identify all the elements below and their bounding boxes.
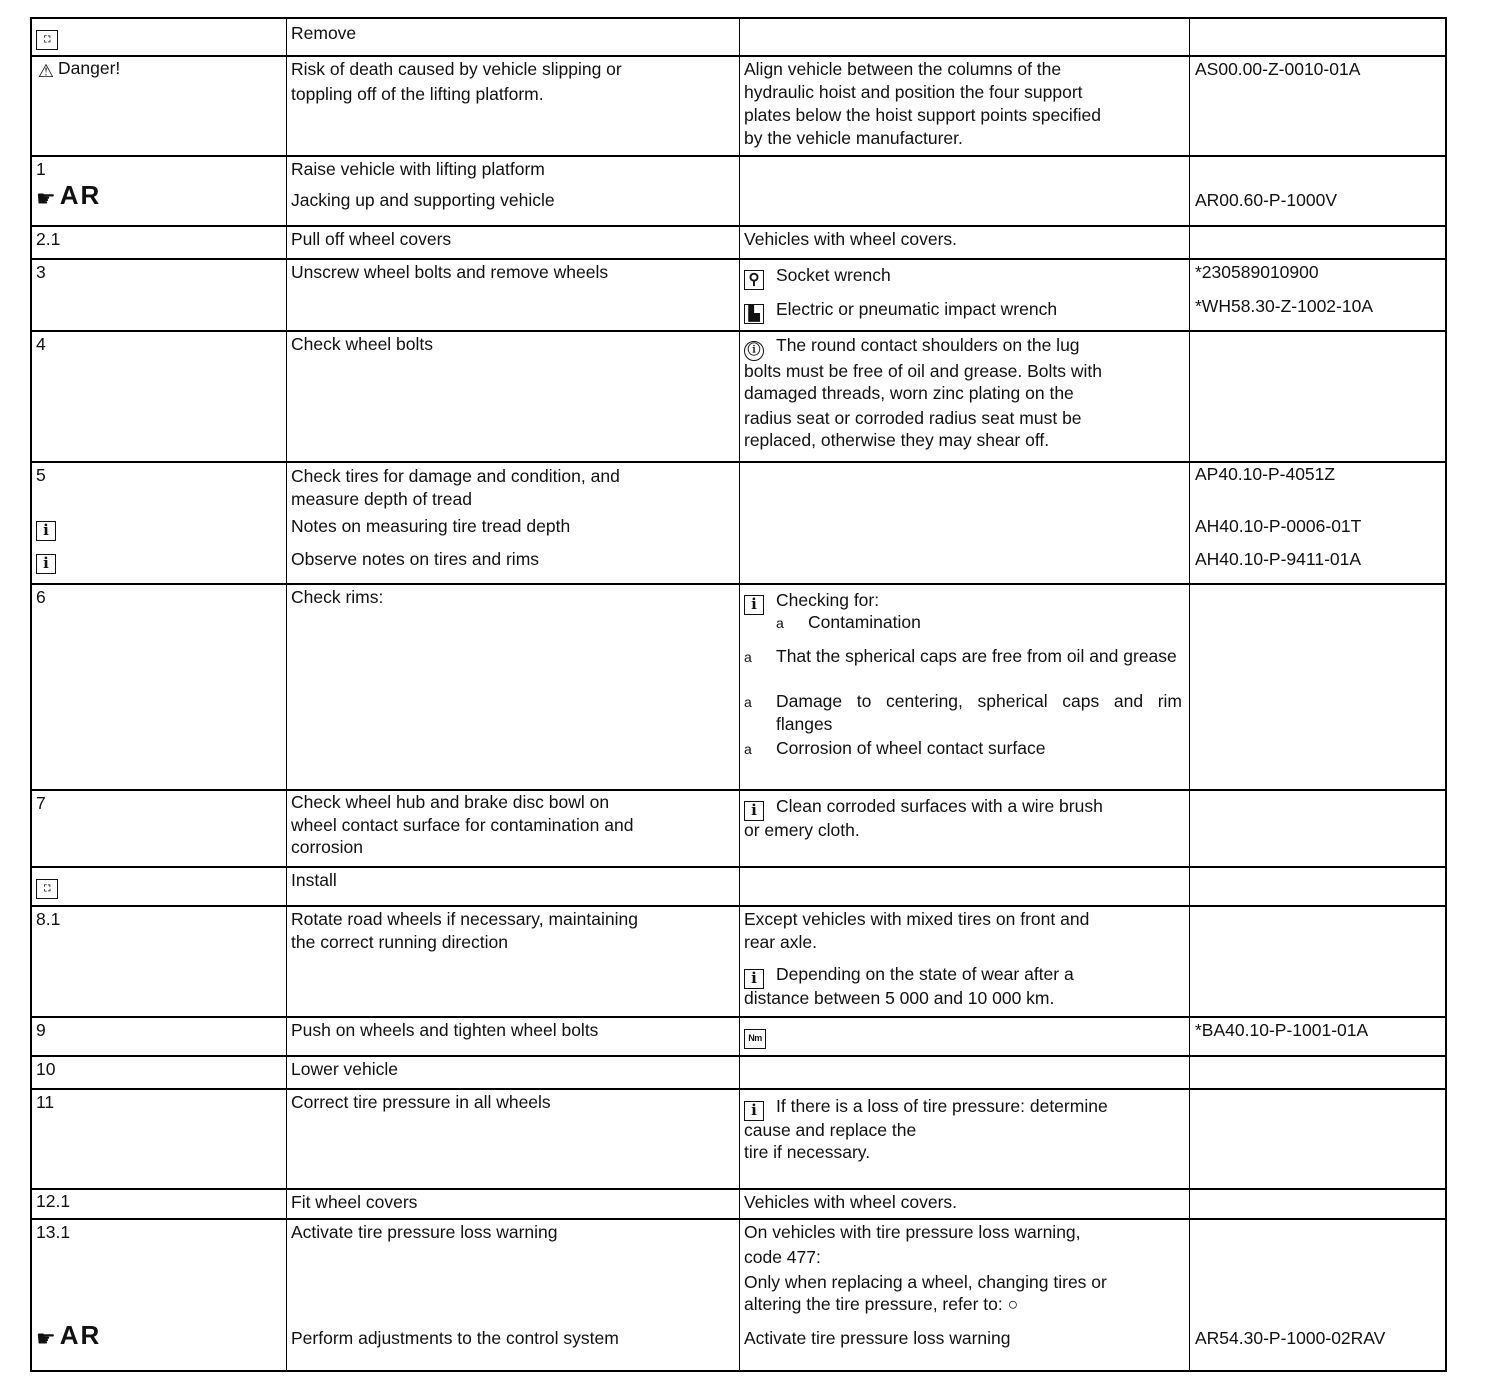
step-number: 1 — [36, 159, 46, 179]
ar-reference-label: AR — [59, 1320, 102, 1350]
table-row — [30, 332, 1447, 463]
note-text: tire if necessary. — [744, 1142, 871, 1162]
note-text: plates below the hoist support points specified — [744, 105, 1102, 125]
table-row — [30, 260, 1447, 332]
check-item: Damage to centering, spherical caps and rim flanges — [776, 691, 1182, 734]
note-text: replaced, otherwise they may shear off. — [744, 430, 1050, 450]
step-number: 7 — [36, 793, 46, 813]
step-number: 12.1 — [36, 1191, 71, 1211]
bullet: a — [744, 741, 752, 757]
step-number: 11 — [36, 1092, 55, 1112]
step-text: Observe notes on tires and rims — [291, 549, 540, 569]
step-number: 6 — [36, 587, 46, 607]
step-text: Check tires for damage and condition, and — [291, 466, 620, 486]
table-row — [30, 1220, 1447, 1372]
procedure-table — [30, 17, 1447, 1372]
note-text: altering the tire pressure, refer to: ○ — [744, 1294, 1019, 1314]
step-number: 9 — [36, 1020, 46, 1040]
note-text: Except vehicles with mixed tires on front and — [744, 909, 1090, 929]
step-text: Perform adjustments to the control system — [291, 1328, 619, 1348]
note-text: or emery cloth. — [744, 820, 860, 840]
note-text: Activate tire pressure loss warning — [744, 1328, 1011, 1348]
step-number: 8.1 — [36, 909, 61, 929]
info-icon: i — [744, 595, 764, 615]
info-icon: i — [744, 1101, 764, 1121]
note-text: Checking for: — [776, 590, 880, 610]
info-icon: i — [744, 969, 764, 989]
table-row — [30, 1018, 1447, 1057]
table-row — [30, 1057, 1447, 1090]
step-text: the correct running direction — [291, 932, 508, 952]
table-row — [30, 907, 1447, 1018]
table-row — [30, 1090, 1447, 1190]
reference-code: *BA40.10-P-1001-01A — [1195, 1020, 1369, 1040]
caution-icon: ⓘ — [744, 341, 764, 361]
note-text: by the vehicle manufacturer. — [744, 128, 963, 148]
step-text: Jacking up and supporting vehicle — [291, 190, 555, 210]
step-text: measure depth of tread — [291, 489, 472, 509]
note-text: code 477: — [744, 1247, 821, 1267]
step-number: 2.1 — [36, 229, 61, 249]
torque-nm-icon: Nm — [744, 1029, 766, 1049]
note-text: cause and replace the — [744, 1120, 917, 1140]
tool-label: Electric or pneumatic impact wrench — [776, 299, 1058, 319]
note-text: distance between 5 000 and 10 000 km. — [744, 988, 1055, 1008]
table-row — [30, 157, 1447, 227]
step-number: 5 — [36, 465, 46, 485]
step-text: Activate tire pressure loss warning — [291, 1222, 558, 1242]
check-item: Corrosion of wheel contact surface — [776, 738, 1046, 758]
pointing-hand-icon: ☛ — [36, 1327, 56, 1352]
table-row — [30, 1190, 1447, 1220]
step-text: corrosion — [291, 837, 363, 857]
note-text: The round contact shoulders on the lug — [776, 335, 1080, 355]
danger-label: Danger! — [58, 58, 121, 78]
reference-code: AH40.10-P-0006-01T — [1195, 516, 1362, 536]
reference-code: AR00.60-P-1000V — [1195, 190, 1338, 210]
step-text: Check wheel hub and brake disc bowl on — [291, 792, 610, 812]
note-text: radius seat or corroded radius seat must be — [744, 408, 1082, 428]
step-text: wheel contact surface for contamination and — [291, 815, 634, 835]
step-text: Pull off wheel covers — [291, 229, 452, 249]
step-text: Lower vehicle — [291, 1059, 398, 1079]
bullet: a — [776, 615, 784, 631]
note-text: Vehicles with wheel covers. — [744, 229, 958, 249]
step-text: Raise vehicle with lifting platform — [291, 159, 545, 179]
bullet: a — [744, 694, 752, 710]
danger-warning-icon: ⚠ — [37, 61, 55, 82]
note-text: If there is a loss of tire pressure: determine — [776, 1096, 1108, 1116]
check-item: That the spherical caps are free from oil and grease — [776, 646, 1177, 666]
step-text: Notes on measuring tire tread depth — [291, 516, 571, 536]
step-number: 3 — [36, 262, 46, 282]
table-row — [30, 868, 1447, 907]
reference-code: AS00.00-Z-0010-01A — [1195, 59, 1361, 79]
step-text: Remove — [291, 23, 357, 43]
note-text: hydraulic hoist and position the four support — [744, 82, 1083, 102]
table-row — [30, 791, 1447, 868]
note-text: Depending on the state of wear after a — [776, 964, 1074, 984]
step-text: Fit wheel covers — [291, 1192, 418, 1212]
remove-icon: ⛶ — [36, 30, 58, 50]
socket-wrench-icon: ⚲ — [744, 270, 764, 290]
reference-code: AR54.30-P-1000-02RAV — [1195, 1328, 1386, 1348]
ar-reference-label: AR — [59, 180, 102, 210]
tool-number: *230589010900 — [1195, 262, 1319, 282]
note-text: bolts must be free of oil and grease. Bolts with — [744, 361, 1102, 381]
step-number: 10 — [36, 1059, 56, 1079]
note-text: Align vehicle between the columns of the — [744, 59, 1062, 79]
tool-label: Socket wrench — [776, 265, 891, 285]
step-text: Rotate road wheels if necessary, maintaining — [291, 909, 638, 929]
tool-number: *WH58.30-Z-1002-10A — [1195, 296, 1373, 316]
install-icon: ⛶ — [36, 879, 58, 899]
table-row — [30, 57, 1447, 157]
step-number: 13.1 — [36, 1222, 71, 1242]
step-text: Unscrew wheel bolts and remove wheels — [291, 262, 609, 282]
table-row — [30, 585, 1447, 791]
step-text: Push on wheels and tighten wheel bolts — [291, 1020, 599, 1040]
step-text: Check wheel bolts — [291, 334, 434, 354]
check-item: Contamination — [808, 612, 921, 632]
note-text: Vehicles with wheel covers. — [744, 1192, 958, 1212]
step-text: Correct tire pressure in all wheels — [291, 1092, 551, 1112]
reference-code: AP40.10-P-4051Z — [1195, 464, 1336, 484]
info-icon: i — [36, 521, 56, 541]
note-text: On vehicles with tire pressure loss warning, — [744, 1222, 1081, 1242]
step-text: toppling off of the lifting platform. — [291, 84, 544, 104]
note-text: Only when replacing a wheel, changing tires or — [744, 1272, 1107, 1292]
note-text: Clean corroded surfaces with a wire brush — [776, 796, 1103, 816]
info-icon: i — [36, 554, 56, 574]
reference-code: AH40.10-P-9411-01A — [1195, 549, 1362, 569]
info-icon: i — [744, 801, 764, 821]
step-text: Risk of death caused by vehicle slipping or — [291, 59, 622, 79]
table-row — [30, 463, 1447, 585]
step-text: Install — [291, 870, 337, 890]
note-text: damaged threads, worn zinc plating on the — [744, 383, 1074, 403]
table-row — [30, 17, 1447, 57]
table-row — [30, 227, 1447, 260]
step-text: Check rims: — [291, 587, 384, 607]
pointing-hand-icon: ☛ — [36, 187, 56, 212]
note-text: rear axle. — [744, 932, 817, 952]
bullet: a — [744, 649, 752, 665]
step-number: 4 — [36, 334, 46, 354]
impact-wrench-icon: ▙ — [744, 304, 764, 324]
